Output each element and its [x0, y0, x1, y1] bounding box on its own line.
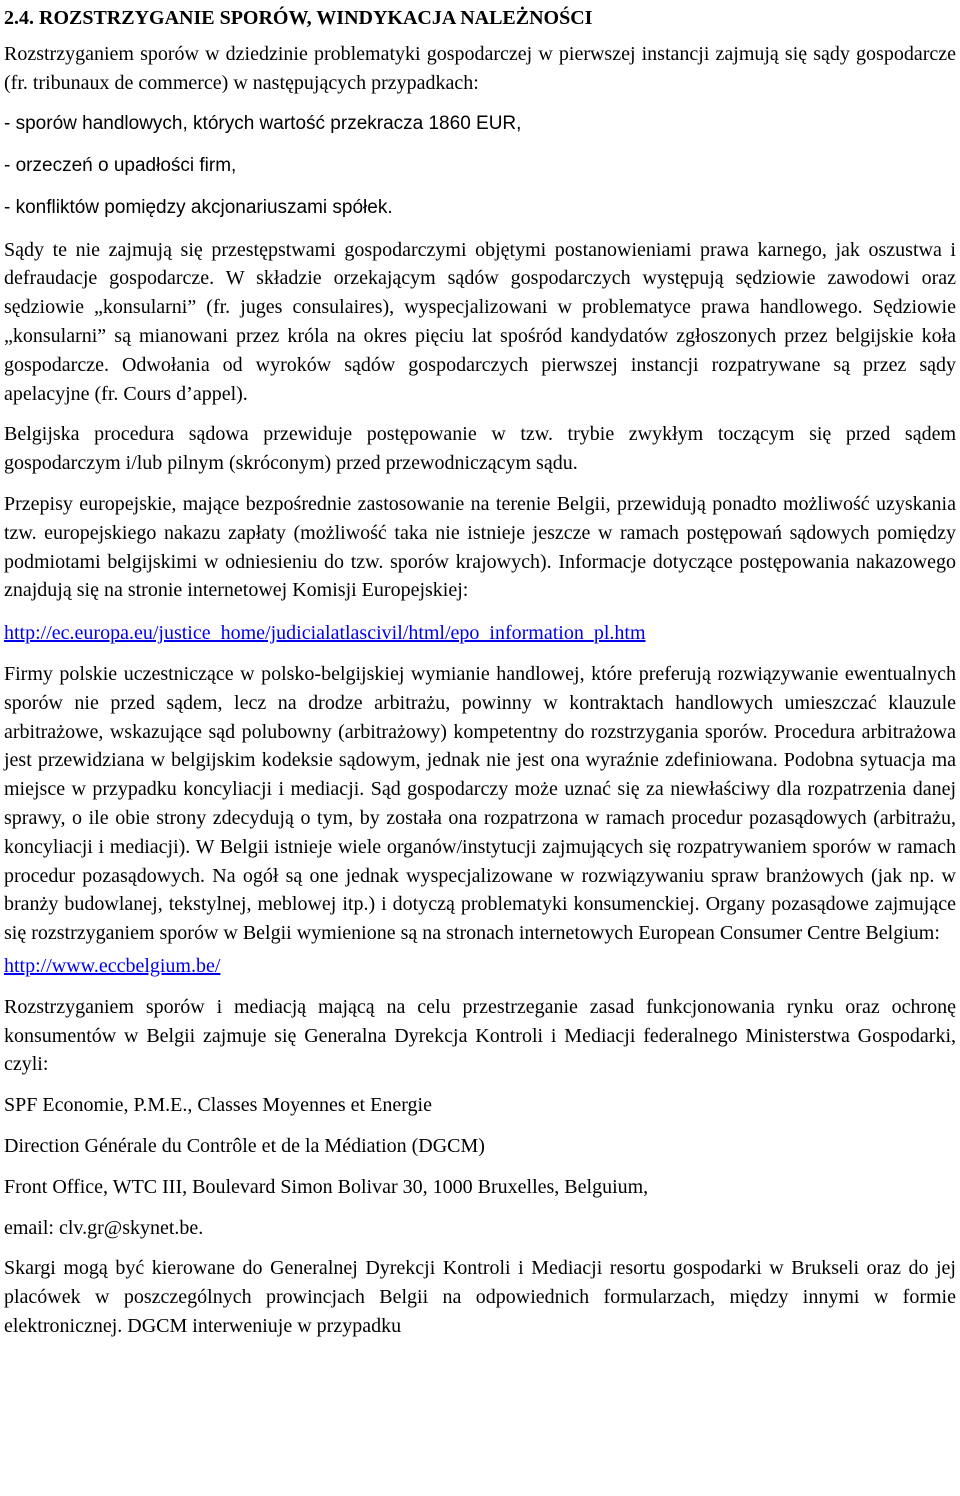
- intro-paragraph: Rozstrzyganiem sporów w dziedzinie problematyki gospodarczej w pierwszej instancji zajmują się sądy gospodarcze (fr. tribunaux de commerce) w następujących przypadkach:: [4, 43, 956, 94]
- eu-order-paragraph: Przepisy europejskie, mające bezpośrednie zastosowanie na terenie Belgii, przewidują ponadto możliwość uzyskania tzw. europejskiego nakazu zapłaty (możliwość taka nie istnieje jeszcze w ramach postępowań sądowych pomiędzy podmiotami belgijskimi w odniesieniu do tzw. sporów krajowych). Informacje dotyczące postępowania nakazowego znajdują się na stronie internetowej Komisji Europejskiej:: [4, 492, 956, 602]
- mediation-paragraph: Rozstrzyganiem sporów i mediacją mającą na celu przestrzeganie zasad funkcjonowania rynku oraz ochronę konsumentów w Belgii zajmuje się Generalna Dyrekcja Kontroli i Mediacji federalnego Ministerstwa Gospodarki, czyli:: [4, 995, 956, 1076]
- ecc-link-line: [4, 952, 956, 981]
- list-item: - sporów handlowych, których wartość przekracza 1860 EUR,: [4, 112, 522, 134]
- epo-link-line: [4, 619, 956, 648]
- org-department: Direction Générale du Contrôle et de la Médiation (DGCM): [4, 1134, 485, 1157]
- cases-list: [4, 110, 956, 224]
- courts-paragraph: Sądy te nie zajmują się przestępstwami gospodarczymi objętymi postanowieniami prawa karnego, jak oszustwa i defraudacje gospodarcze. W składzie orzekającym sądów gospodarczych występują sędziowie zawodowi oraz sędziowie „konsularni” (fr. juges consulaires), wyspecjalizowani w problematyce prawa handlowego. Sędziowie „konsularni” są mianowani przez króla na okres pięciu lat spośród kandydatów zgłoszonych przez belgijskie koła gospodarcze. Odwołania od wyroków sądów gospodarczych pierwszej instancji rozpatrywane są przez sądy apelacyjne (fr. Cours d’appel).: [4, 238, 956, 405]
- ecc-belgium-link[interactable]: http://www.eccbelgium.be/: [4, 954, 221, 977]
- complaints-paragraph: Skargi mogą być kierowane do Generalnej Dyrekcji Kontroli i Mediacji resortu gospodarki w Brukseli oraz do jej placówek w poszczególnych prowincjach Belgii na odpowiednich formularzach, między innymi w formie elektronicznej. DGCM interweniuje w przypadku: [4, 1257, 956, 1337]
- list-item: - orzeczeń o upadłości firm,: [4, 154, 237, 176]
- list-item: - konfliktów pomiędzy akcjonariuszami spółek.: [4, 196, 393, 218]
- org-name: SPF Economie, P.M.E., Classes Moyennes et Energie: [4, 1094, 432, 1117]
- org-email: email: clv.gr@skynet.be.: [4, 1216, 204, 1239]
- org-address: Front Office, WTC III, Boulevard Simon Bolivar 30, 1000 Bruxelles, Belguium,: [4, 1175, 649, 1198]
- procedure-paragraph: Belgijska procedura sądowa przewiduje postępowanie w tzw. trybie zwykłym toczącym się przed sądem gospodarczym i/lub pilnym (skróconym) przed przewodniczącym sądu.: [4, 423, 956, 475]
- arbitration-paragraph: Firmy polskie uczestniczące w polsko-belgijskiej wymianie handlowej, które preferują rozwiązywanie ewentualnych sporów nie przed sądem, lecz na drodze arbitrażu, powinny w kontraktach handlowych umieszczać klauzule arbitrażowe, wskazujące sąd polubowny (arbitrażowy) kompetentny do rozstrzygania sporów. Procedura arbitrażowa jest przewidziana w belgijskim kodeksie sądowym, jednak nie jest ona wyraźnie zdefiniowana. Podobna sytuacja ma miejsce w przypadku koncyliacji i mediacji. Sąd gospodarczy może uznać się za niewłaściwy dla rozpatrzenia danej sprawy, o ile obie strony zdecydują o tym, by została ona rozpatrzona w ramach procedur pozasądowych (arbitrażu, koncyliacji i mediacji). W Belgii istnieje wiele organów/instytucji zajmujących się rozpatrywaniem sporów w ramach procedur pozasądowych. Na ogół są one jednak wyspecjalizowane w rozwiązywaniu spraw branżowych (jak np. w branży budowlanej, tekstylnej, meblowej itp.) i dotyczą problematyki konsumenckiej. Organy pozasądowe zajmujące się rozstrzyganiem sporów w Belgii wymienione są na stronach internetowych European Consumer Centre Belgium:: [4, 662, 956, 945]
- section-heading: 2.4. ROZSTRZYGANIE SPORÓW, WINDYKACJA NALEŻNOŚCI: [4, 7, 593, 29]
- epo-info-link[interactable]: http://ec.europa.eu/justice_home/judicialatlascivil/html/epo_information_pl.htm: [4, 622, 646, 645]
